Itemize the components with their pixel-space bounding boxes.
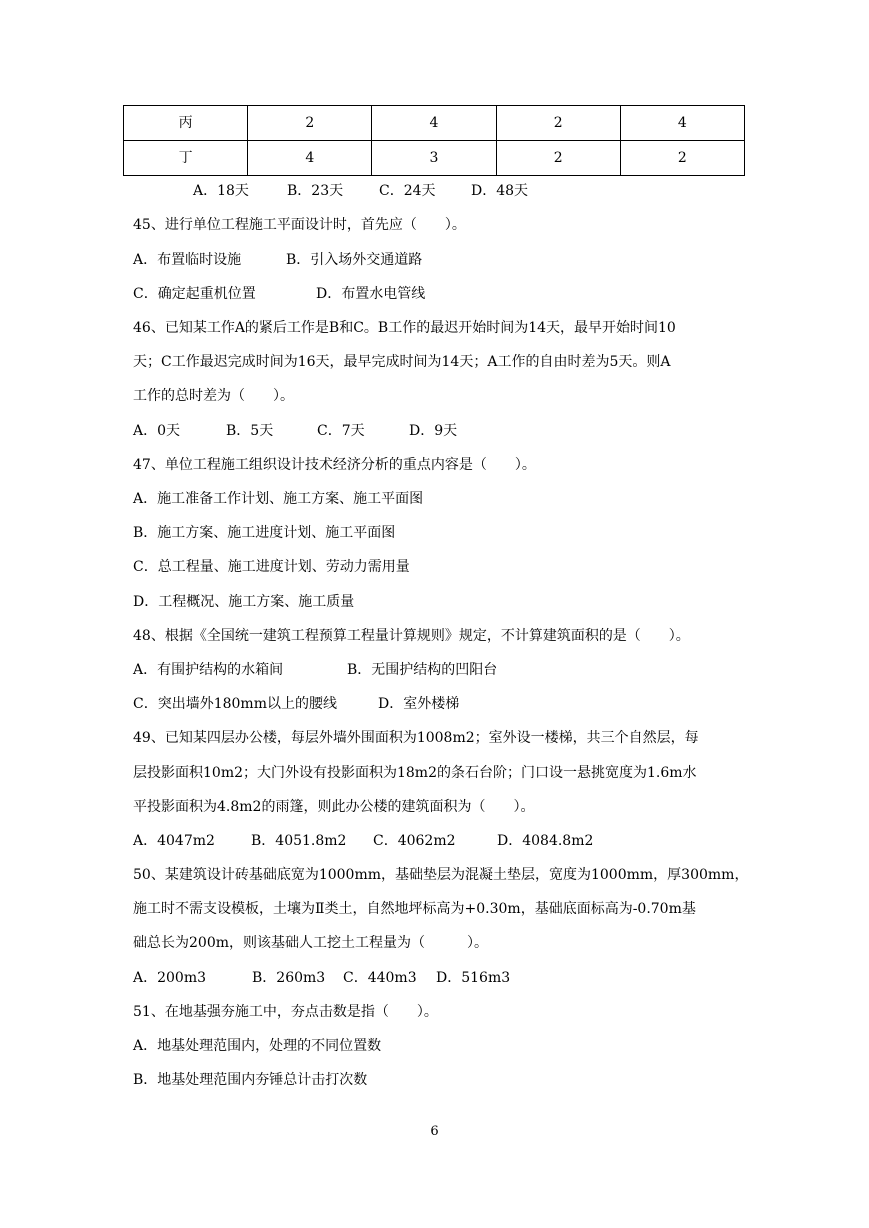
option: C．7天: [317, 423, 365, 439]
option: B．地基处理范围内夯锤总计击打次数: [133, 1072, 368, 1088]
table-cell: 丙: [124, 106, 248, 141]
q46-stem-line: 46、已知某工作A的紧后工作是B和C。B工作的最迟开始时间为14天，最早开始时间10: [133, 320, 676, 336]
data-table: [123, 105, 745, 176]
option: C．总工程量、施工进度计划、劳动力需用量: [133, 559, 410, 575]
option: D．9天: [409, 423, 458, 439]
option: A．0天: [133, 423, 181, 439]
q50-stem-line: 施工时不需支设模板，土壤为Ⅱ类土，自然地坪标高为+0.30m，基础底面标高为-0.70m基: [133, 901, 696, 917]
q46-stem-line: 天；C工作最迟完成时间为16天，最早完成时间为14天；A工作的自由时差为5天。则A: [133, 354, 671, 370]
option: B．23天: [287, 183, 344, 199]
q48-stem: 48、根据《全国统一建筑工程预算工程量计算规则》规定，不计算建筑面积的是（ ）。: [133, 628, 690, 644]
option: B．施工方案、施工进度计划、施工平面图: [133, 525, 396, 541]
option: D．516m3: [436, 970, 511, 986]
table-cell: 4: [372, 106, 496, 141]
q45-options-row1: [133, 250, 423, 270]
q49-stem-line: 49、已知某四层办公楼，每层外墙外围面积为1008m2；室外设一楼梯，共三个自然层，每: [133, 730, 699, 746]
option: B．260m3: [252, 970, 326, 986]
table-row: [124, 141, 745, 176]
option: A．施工准备工作计划、施工方案、施工平面图: [133, 491, 424, 507]
q50-stem-line: 础总长为200m，则该基础人工挖土工程量为（ ）。: [133, 935, 488, 951]
option: D．48天: [471, 183, 529, 199]
q50-options: [133, 968, 511, 988]
q49-options: [133, 831, 594, 851]
table-cell: 2: [496, 106, 620, 141]
option: A．18天: [193, 183, 249, 199]
option: B．5天: [226, 423, 274, 439]
q46-options: [133, 421, 458, 441]
q44-options: [193, 181, 529, 201]
table-cell: 4: [248, 141, 372, 176]
q49-stem-line: 层投影面积10m2；大门外设有投影面积为18m2的条石台阶；门口设一悬挑宽度为1.6m水: [133, 765, 697, 781]
option: B．引入场外交通道路: [286, 252, 423, 268]
q45-stem: 45、进行单位工程施工平面设计时，首先应（ ）。: [133, 217, 466, 233]
option: D．布置水电管线: [316, 286, 426, 302]
option: D．工程概况、施工方案、施工质量: [133, 594, 355, 610]
table-cell: 4: [620, 106, 744, 141]
table-row: [124, 106, 745, 141]
table-cell: 丁: [124, 141, 248, 176]
table-cell: 2: [248, 106, 372, 141]
q48-options-row2: [133, 694, 460, 714]
option: B．4051.8m2: [251, 833, 347, 849]
option: A．200m3: [133, 970, 207, 986]
option: D．室外楼梯: [378, 696, 460, 712]
option: A．4047m2: [133, 833, 215, 849]
option: C．24天: [379, 183, 436, 199]
q48-options-row1: [133, 660, 498, 680]
option: A．地基处理范围内，处理的不同位置数: [133, 1038, 382, 1054]
page-number: 6: [430, 1124, 439, 1139]
table-cell: 2: [620, 141, 744, 176]
option: D．4084.8m2: [497, 833, 594, 849]
q49-stem-line: 平投影面积为4.8m2的雨篷，则此办公楼的建筑面积为（ ）。: [133, 799, 535, 815]
option: B．无围护结构的凹阳台: [347, 662, 498, 678]
option: C．确定起重机位置: [133, 286, 256, 302]
q47-stem: 47、单位工程施工组织设计技术经济分析的重点内容是（ ）。: [133, 457, 536, 473]
option: C．突出墙外180mm以上的腰线: [133, 696, 337, 712]
option: C．4062m2: [373, 833, 456, 849]
q50-stem-line: 50、某建筑设计砖基础底宽为1000mm，基础垫层为混凝土垫层，宽度为1000mm，厚300mm，: [133, 867, 749, 883]
option: A．有围护结构的水箱间: [133, 662, 284, 678]
q51-stem: 51、在地基强夯施工中，夯点击数是指（ ）。: [133, 1004, 438, 1020]
q45-options-row2: [133, 284, 426, 304]
table-cell: 2: [496, 141, 620, 176]
table-cell: 3: [372, 141, 496, 176]
q46-stem-line: 工作的总时差为（ ）。: [133, 388, 294, 404]
option: C．440m3: [343, 970, 417, 986]
option: A．布置临时设施: [133, 252, 242, 268]
